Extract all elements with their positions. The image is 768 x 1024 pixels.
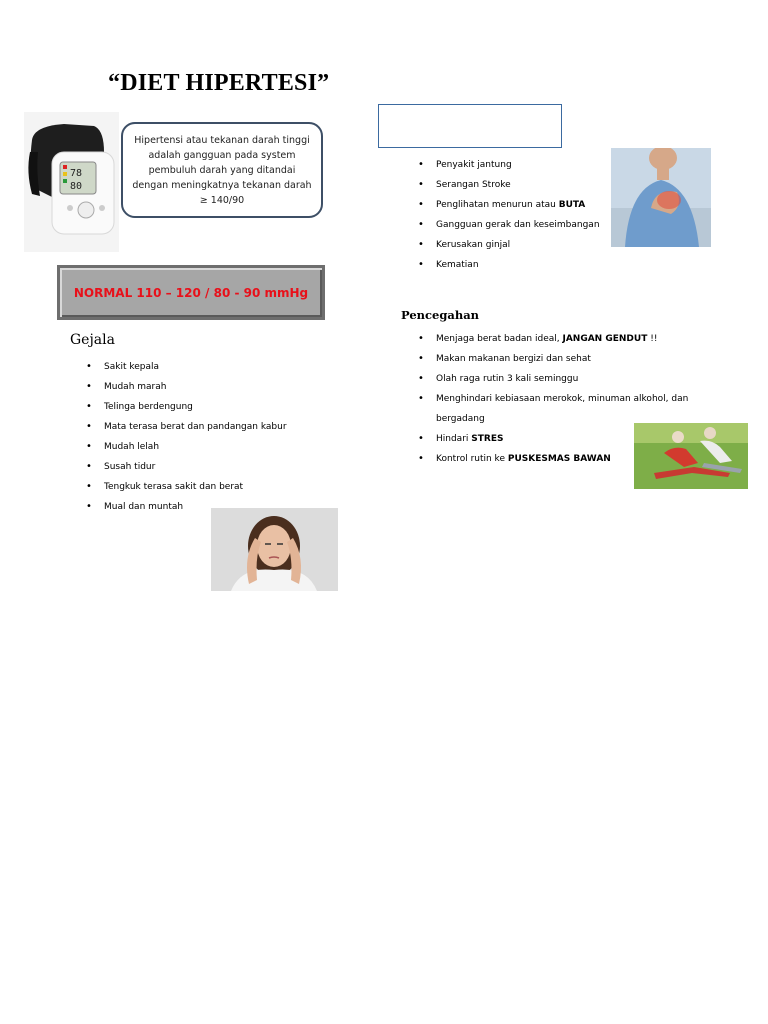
list-item: • Penglihatan menurun atau BUTA <box>418 199 586 210</box>
komplikasi-title-box <box>378 104 562 148</box>
gejala-list <box>86 357 287 517</box>
definition-text: Hipertensi atau tekanan darah tinggi adalah gangguan pada system pembuluh darah yang ditandai dengan meningkatnya tekanan darah ≥ 140/90 <box>132 134 312 206</box>
list-item: • Menghindari kebiasaan merokok, minuman alkohol, dan <box>418 393 689 404</box>
list-item: • Sakit kepala <box>86 361 160 372</box>
list-item: • Kontrol rutin ke PUSKESMAS BAWAN <box>418 453 611 464</box>
list-item: • Mata terasa berat dan pandangan kabur <box>86 421 287 432</box>
bp-display-bottom: 80 <box>70 181 83 192</box>
bp-display-top: 78 <box>70 168 83 179</box>
list-item: • Mual dan muntah <box>86 501 184 512</box>
normal-range-box <box>57 265 325 320</box>
normal-range-text: NORMAL 110 – 120 / 80 - 90 mmHg <box>73 285 309 300</box>
list-item: • Telinga berdengung <box>86 401 193 412</box>
page-title: “DIET HIPERTESI” <box>108 70 330 96</box>
list-item: • Kerusakan ginjal <box>418 239 511 250</box>
list-item: • Menjaga berat badan ideal, JANGAN GENDUT !! <box>418 333 658 344</box>
chest-pain-photo <box>611 148 711 247</box>
list-item: • Olah raga rutin 3 kali seminggu <box>418 373 579 384</box>
list-item-continuation: bergadang <box>436 414 485 424</box>
gejala-heading: Gejala <box>70 332 115 348</box>
list-item: • Serangan Stroke <box>418 179 511 190</box>
pencegahan-heading: Pencegahan <box>401 308 480 322</box>
list-item: • Makan makanan bergizi dan sehat <box>418 353 591 364</box>
list-item: • Tengkuk terasa sakit dan berat <box>86 481 244 492</box>
list-item: • Hindari STRES <box>418 433 504 444</box>
list-item: • Susah tidur <box>86 461 156 472</box>
headache-photo <box>211 508 338 591</box>
definition-box <box>121 122 323 218</box>
list-item: • Penyakit jantung <box>418 159 512 170</box>
list-item: • Kematian <box>418 259 479 270</box>
list-item: • Mudah lelah <box>86 441 160 452</box>
komplikasi-list <box>418 155 600 275</box>
list-item: • Mudah marah <box>86 381 167 392</box>
exercise-photo <box>634 423 748 489</box>
list-item: • Gangguan gerak dan keseimbangan <box>418 219 600 230</box>
blood-pressure-monitor-image <box>24 112 119 252</box>
